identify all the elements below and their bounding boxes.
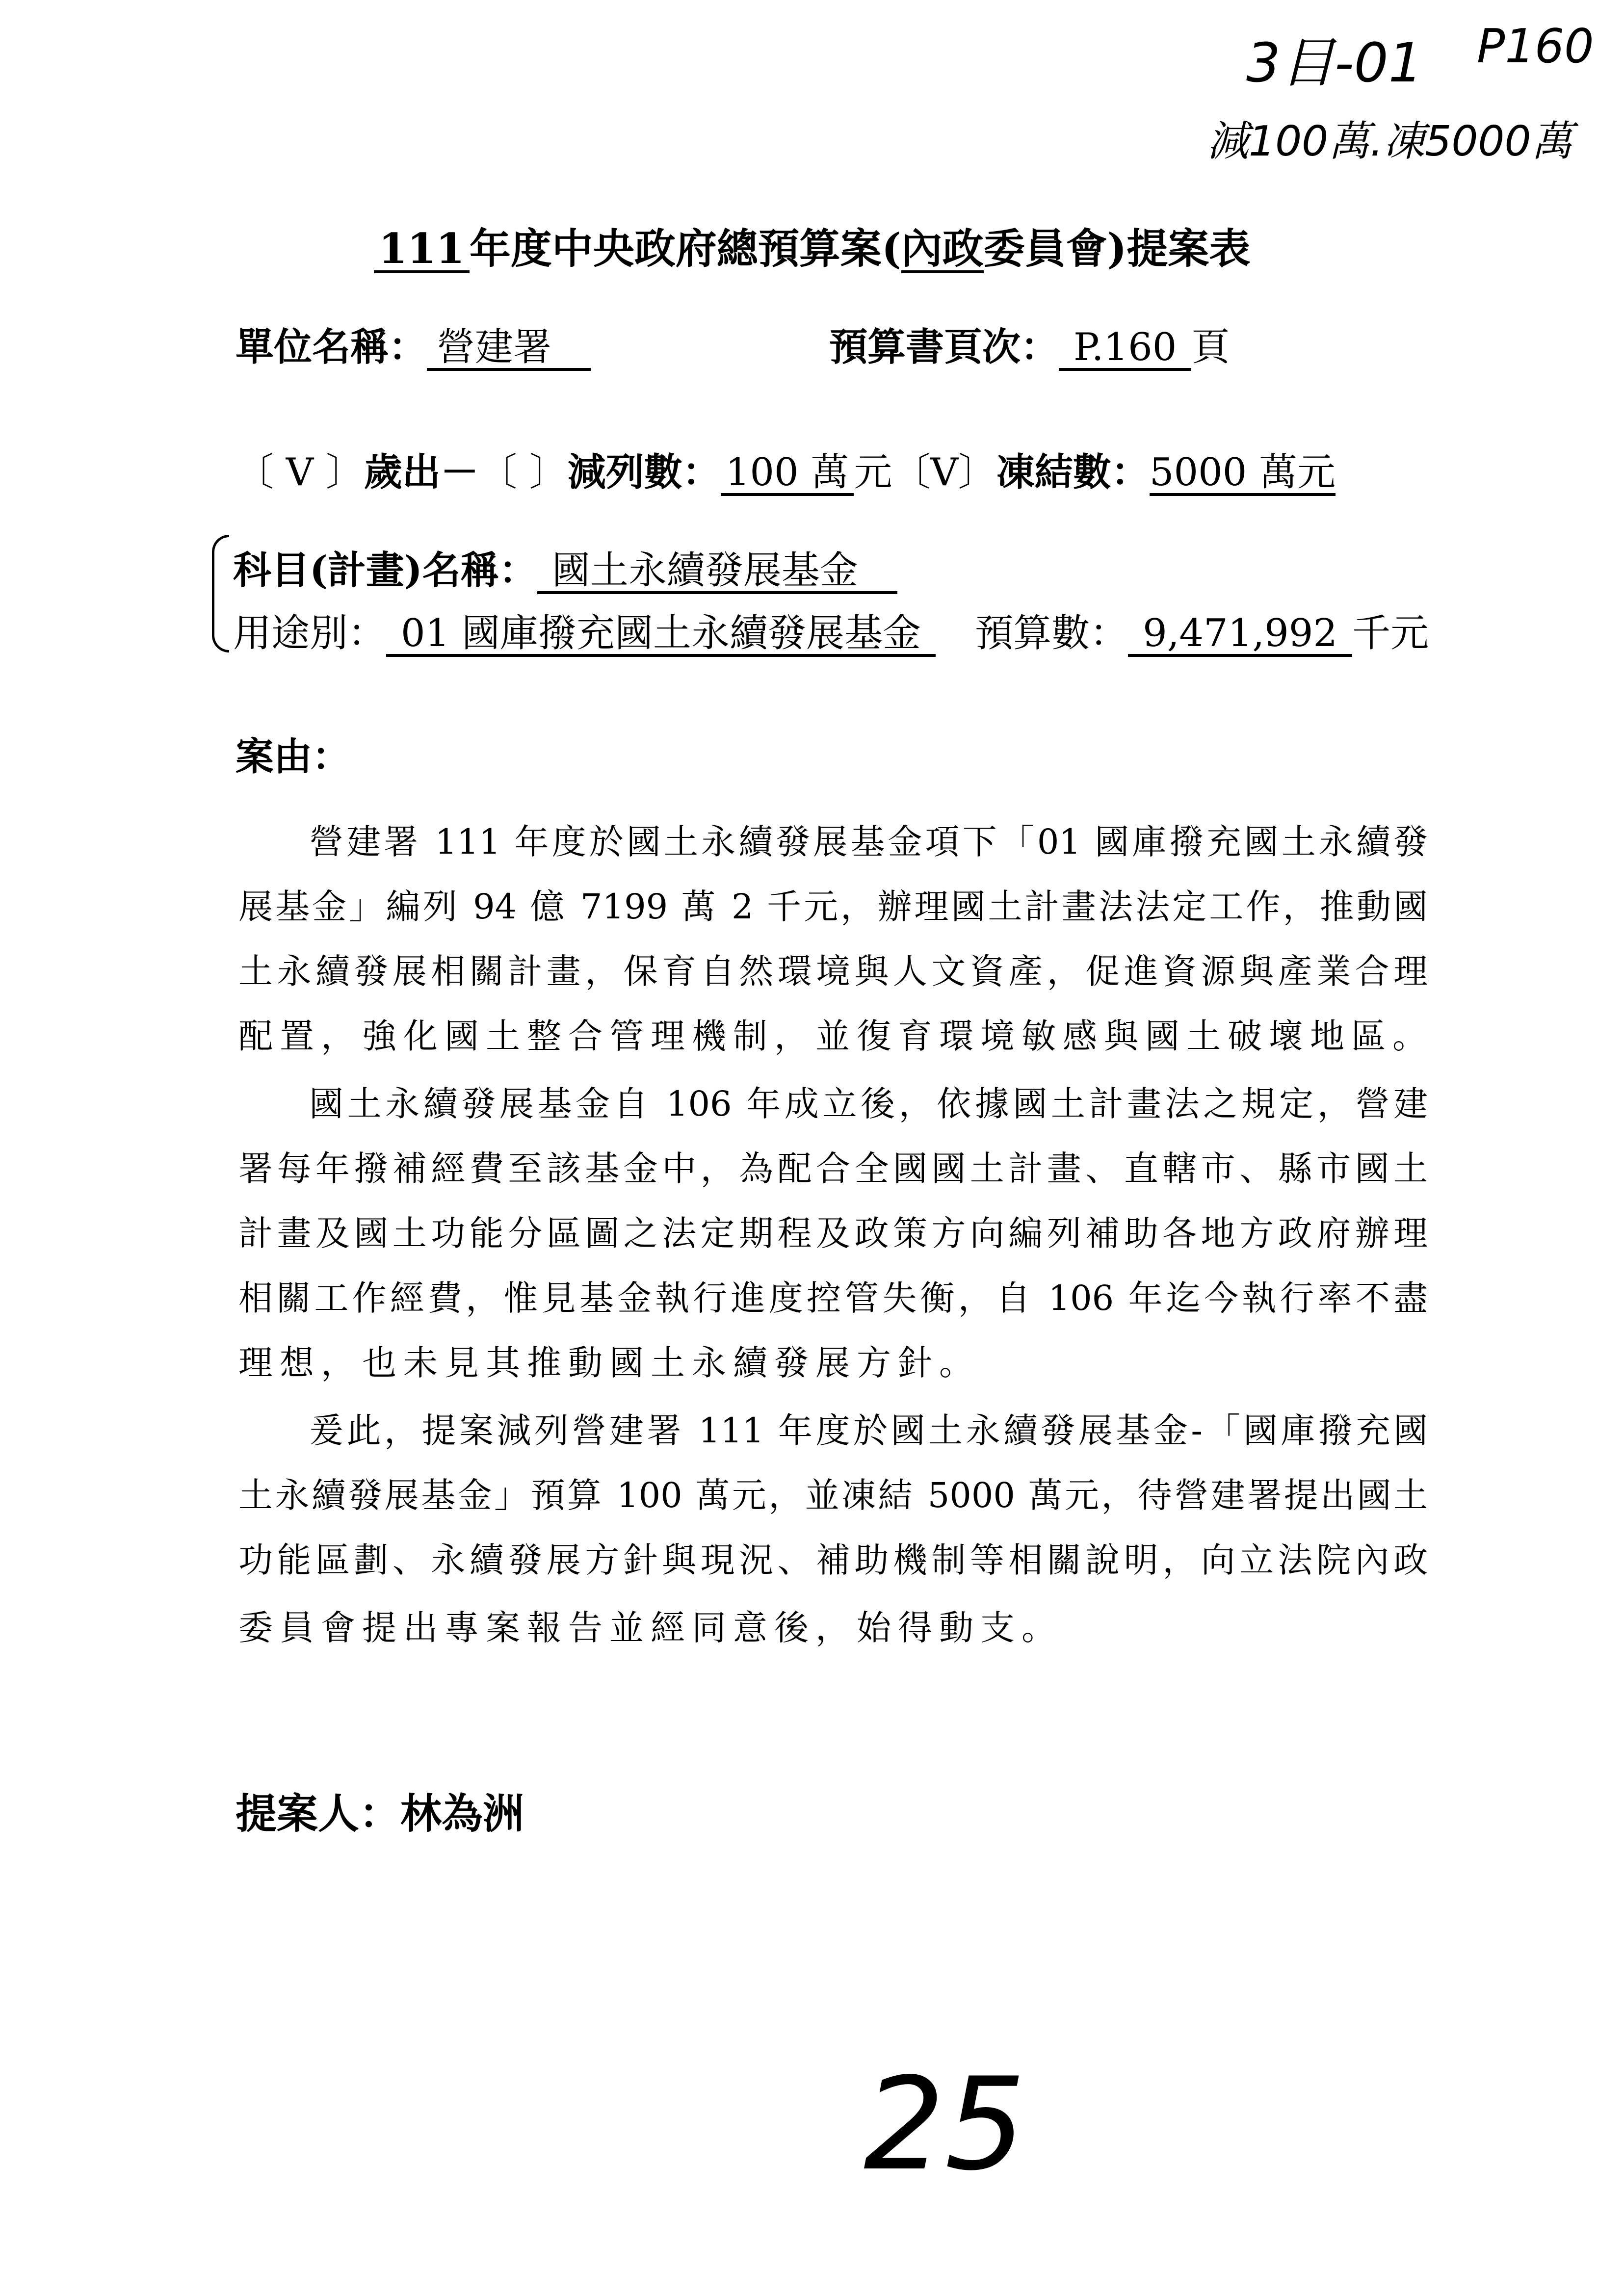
cut-unit: 元 [854, 450, 892, 495]
freeze-label: 凍結數： [996, 450, 1150, 495]
paragraph-line: 相關工作經費，惟見基金執行進度控管失衡，自 106 年迄今執行率不盡 [238, 1278, 1428, 1318]
paragraph-line: 功能區劃、永續發展方針與現況、補助機制等相關說明，向立法院內政 [238, 1540, 1428, 1580]
paragraph-line: 爰此，提案減列營建署 111 年度於國土永續發展基金-「國庫撥充國 [309, 1410, 1428, 1451]
freeze-value: 5000 萬元 [1150, 453, 1336, 496]
paragraph-line: 理想，也未見其推動國土永續發展方針。 [238, 1343, 980, 1383]
title-year: 111 [374, 227, 470, 273]
bracket-mark [212, 535, 229, 652]
reason-label: 案由： [236, 734, 351, 779]
usage-value: 01 國庫撥充國土永續發展基金 [386, 614, 936, 657]
paragraph-line: 計畫及國土功能分區圖之法定期程及政策方向編列補助各地方政府辦理 [238, 1213, 1428, 1253]
proposer [236, 1781, 524, 1840]
budget-page-value: P.160 [1059, 328, 1191, 371]
paragraph-line: 土永續發展相關計畫，保育自然環境與人文資產，促進資源與產業合理 [238, 951, 1428, 991]
page-title [0, 216, 1624, 275]
budget-page-field [829, 316, 1230, 371]
paragraph-line: 署每年撥補經費至該基金中，為配合全國國土計畫、直轄市、縣市國土 [238, 1148, 1428, 1189]
unit-value: 營建署 [427, 328, 591, 371]
handwritten-note: 減100萬.凍5000萬 [1207, 117, 1573, 166]
usage-label: 用途別： [233, 611, 387, 655]
budget-page-suffix: 頁 [1191, 325, 1230, 369]
expenditure-label: 歲出－ [364, 450, 479, 495]
budget-page-label: 預算書頁次： [829, 325, 1059, 369]
paragraph-line: 土永續發展基金」預算 100 萬元，並凍結 5000 萬元，待營建署提出國土 [238, 1475, 1428, 1515]
handwritten-page-ref: P160 [1477, 20, 1594, 74]
item-value: 國土永續發展基金 [537, 551, 897, 594]
paragraph-line: 展基金」編列 94 億 7199 萬 2 千元，辦理國土計畫法法定工作，推動國 [238, 887, 1428, 927]
cut-value: 100 萬 [721, 453, 854, 496]
title-committee: 內政 [901, 224, 984, 273]
budget-amount-value: 9,471,992 [1128, 614, 1352, 657]
paragraph-line: 國土永續發展基金自 106 年成立後，依據國土計畫法之規定，營建 [309, 1084, 1428, 1124]
proposer-label: 提案人： [236, 1789, 401, 1838]
handwritten-page-number: 25 [864, 2051, 1026, 2199]
budget-amount-label: 預算數： [975, 611, 1128, 655]
proposer-name: 林為洲 [400, 1789, 524, 1838]
title-text: 年度中央政府總預算案( [469, 224, 901, 273]
item-label: 科目(計畫)名稱： [233, 548, 537, 593]
item-field [233, 540, 897, 595]
paragraph-line: 配置，強化國土整合管理機制，並復育環境敏感與國土破壞地區。 [238, 1016, 1434, 1056]
amounts-row [236, 442, 1336, 496]
handwritten-code: 3目-01 [1246, 31, 1423, 94]
budget-amount-unit: 千元 [1352, 611, 1429, 655]
cut-checkbox: 〔 〕 [478, 450, 568, 495]
freeze-checkbox: 〔V〕 [892, 450, 996, 495]
paragraph-line: 委員會提出專案報告並經同意後，始得動支。 [238, 1608, 1063, 1648]
usage-field [233, 602, 1429, 657]
unit-label: 單位名稱： [236, 325, 427, 369]
cut-label: 減列數： [567, 450, 721, 495]
expenditure-checkbox: 〔 V 〕 [236, 450, 364, 495]
unit-field [236, 316, 591, 371]
paragraph-line: 營建署 111 年度於國土永續發展基金項下「01 國庫撥充國土永續發 [309, 822, 1428, 862]
title-text-2: 委員會)提案表 [983, 224, 1251, 273]
